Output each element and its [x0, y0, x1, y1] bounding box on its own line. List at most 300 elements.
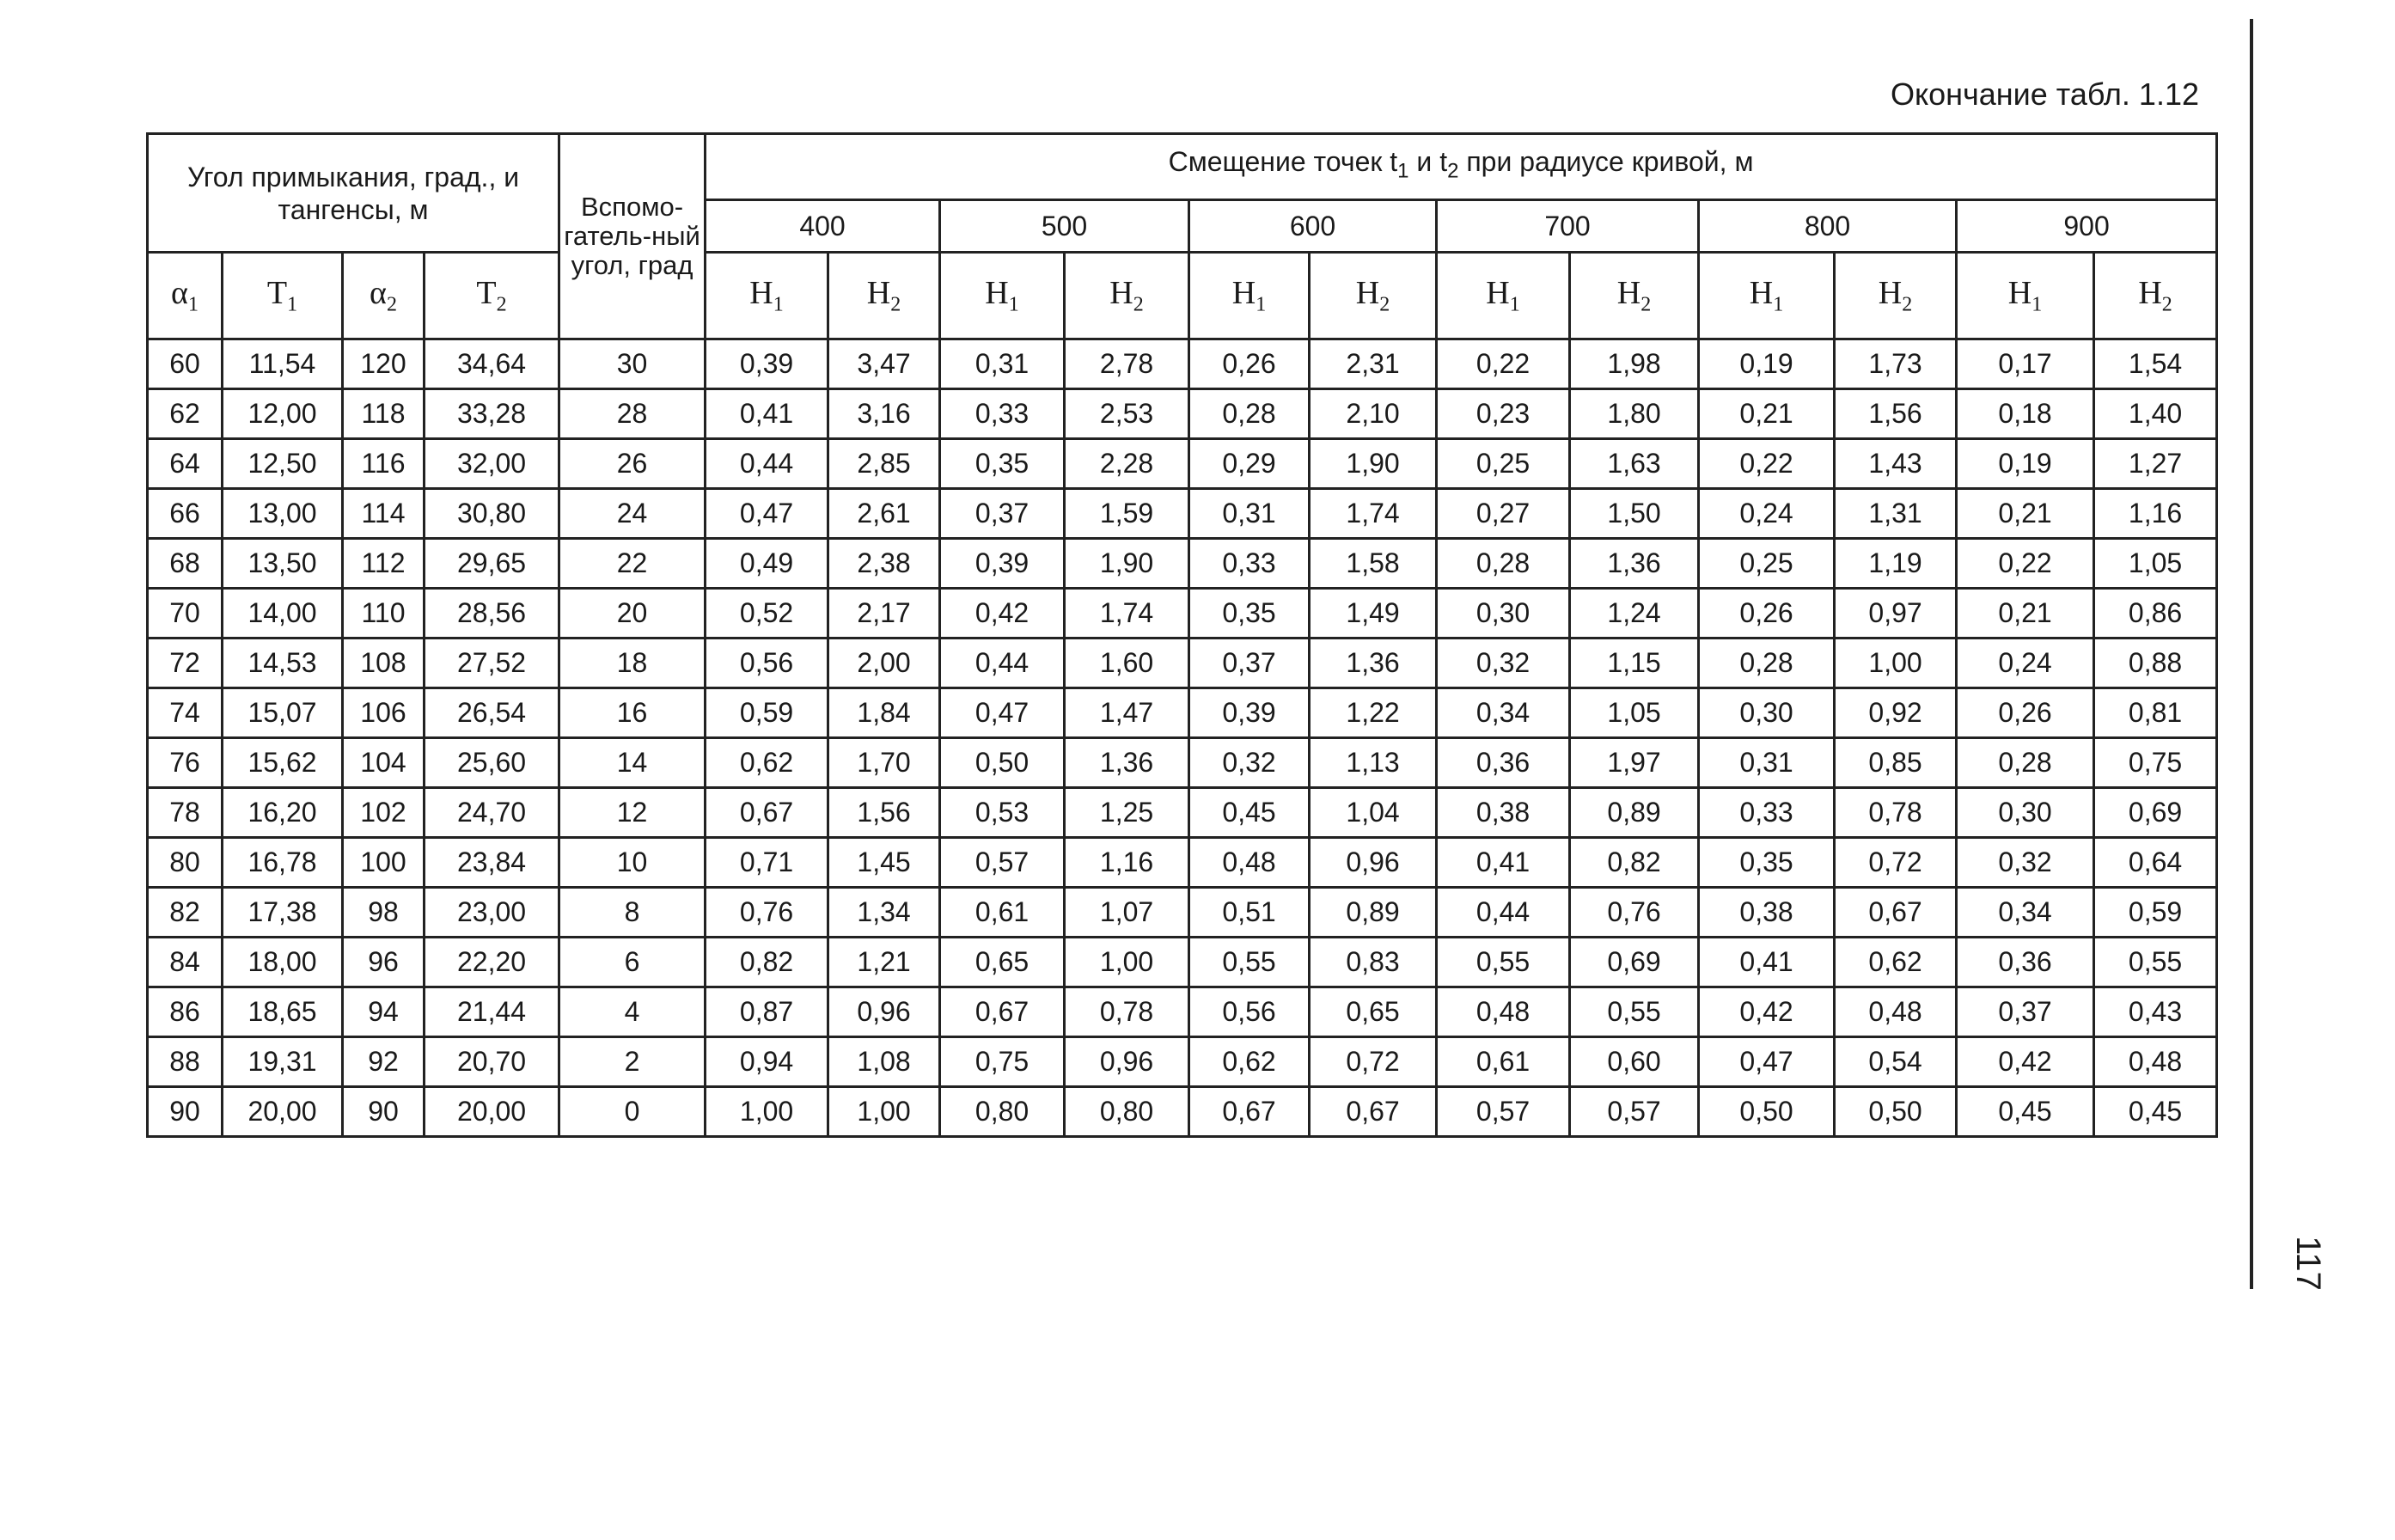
- symbol-h2-r700-header-base: H: [1616, 275, 1641, 312]
- table-cell: 68: [148, 539, 223, 589]
- table-cell: 0,59: [706, 688, 828, 738]
- table-cell: 1,90: [1065, 539, 1189, 589]
- table-cell: 19,31: [223, 1037, 343, 1087]
- table-cell: 16,78: [223, 838, 343, 888]
- table-cell: 0,44: [1437, 888, 1570, 938]
- table-cell: 0,28: [1437, 539, 1570, 589]
- table-cell: 0,41: [1699, 938, 1835, 987]
- table-cell: 1,60: [1065, 639, 1189, 688]
- table-cell: 0,37: [940, 489, 1065, 539]
- table-cell: 1,36: [1310, 639, 1437, 688]
- table-row: [148, 938, 2217, 987]
- table-cell: 0,35: [1189, 589, 1310, 639]
- table-cell: 12: [559, 788, 706, 838]
- table-cell: 0,43: [2094, 987, 2217, 1037]
- table-cell: 2,10: [1310, 389, 1437, 439]
- table-cell: 1,74: [1310, 489, 1437, 539]
- table-cell: 13,00: [223, 489, 343, 539]
- table-cell: 0,51: [1189, 888, 1310, 938]
- table-cell: 0,47: [940, 688, 1065, 738]
- symbol-h1-r700-header-sub: 1: [1509, 293, 1520, 316]
- table-cell: 0,67: [1835, 888, 1957, 938]
- shift-header-mid: и t: [1408, 146, 1448, 178]
- table-cell: 1,00: [1065, 938, 1189, 987]
- table-cell: 1,16: [1065, 838, 1189, 888]
- table-body: [148, 339, 2217, 1137]
- table-cell: 1,49: [1310, 589, 1437, 639]
- table-cell: 100: [343, 838, 425, 888]
- table-cell: 0,52: [706, 589, 828, 639]
- table-cell: 74: [148, 688, 223, 738]
- table-cell: 1,19: [1835, 539, 1957, 589]
- table-row: [148, 339, 2217, 389]
- table-cell: 1,98: [1570, 339, 1699, 389]
- table-cell: 1,05: [2094, 539, 2217, 589]
- table-cell: 0,87: [706, 987, 828, 1037]
- table-cell: 0,62: [1835, 938, 1957, 987]
- table-cell: 12,50: [223, 439, 343, 489]
- table-cell: 0,41: [706, 389, 828, 439]
- table-cell: 104: [343, 738, 425, 788]
- table-cell: 2,53: [1065, 389, 1189, 439]
- table-cell: 0,54: [1835, 1037, 1957, 1087]
- table-cell: 0,89: [1570, 788, 1699, 838]
- table-cell: 0,75: [2094, 738, 2217, 788]
- table-cell: 0,45: [1189, 788, 1310, 838]
- table-cell: 1,40: [2094, 389, 2217, 439]
- symbol-alpha1-header: [148, 253, 223, 339]
- symbol-alpha1-header-base: α: [171, 275, 188, 312]
- table-cell: 0,53: [940, 788, 1065, 838]
- table-cell: 118: [343, 389, 425, 439]
- table-cell: 0,31: [1189, 489, 1310, 539]
- table-cell: 0,82: [706, 938, 828, 987]
- table-cell: 0,85: [1835, 738, 1957, 788]
- table-cell: 0,67: [706, 788, 828, 838]
- table-cell: 0,67: [940, 987, 1065, 1037]
- symbol-alpha2-header-base: α: [370, 275, 387, 312]
- table-cell: 16: [559, 688, 706, 738]
- table-cell: 0,48: [1437, 987, 1570, 1037]
- table-cell: 1,36: [1570, 539, 1699, 589]
- table-cell: 0,62: [706, 738, 828, 788]
- table-row: [148, 389, 2217, 439]
- symbol-h1-r700-header: [1437, 253, 1570, 339]
- table-cell: 0,72: [1835, 838, 1957, 888]
- table-cell: 0,47: [1699, 1037, 1835, 1087]
- table-cell: 0,32: [1957, 838, 2094, 888]
- table-cell: 0,35: [940, 439, 1065, 489]
- table-cell: 0,61: [940, 888, 1065, 938]
- table-cell: 24,70: [425, 788, 559, 838]
- table-cell: 0,31: [1699, 738, 1835, 788]
- table-cell: 2,38: [828, 539, 940, 589]
- table-cell: 2,28: [1065, 439, 1189, 489]
- table-cell: 0,36: [1437, 738, 1570, 788]
- table-cell: 0,55: [1570, 987, 1699, 1037]
- symbol-h1-r400-header: [706, 253, 828, 339]
- table-cell: 60: [148, 339, 223, 389]
- symbol-h1-r600-header-sub: 1: [1256, 293, 1267, 316]
- table-cell: 0,22: [1699, 439, 1835, 489]
- table-cell: 66: [148, 489, 223, 539]
- table-cell: 0,57: [1570, 1087, 1699, 1137]
- symbol-h2-r400-header-sub: 2: [890, 293, 901, 316]
- shift-group-header: [706, 134, 2217, 200]
- table-cell: 1,54: [2094, 339, 2217, 389]
- table-cell: 0,18: [1957, 389, 2094, 439]
- table-cell: 1,56: [1835, 389, 1957, 439]
- table-cell: 0,32: [1189, 738, 1310, 788]
- table-cell: 0,26: [1699, 589, 1835, 639]
- table-cell: 2,85: [828, 439, 940, 489]
- symbol-h2-r500-header-base: H: [1109, 275, 1133, 312]
- table-cell: 20,00: [223, 1087, 343, 1137]
- table-cell: 90: [343, 1087, 425, 1137]
- table-cell: 0,21: [1699, 389, 1835, 439]
- table-cell: 94: [343, 987, 425, 1037]
- table-cell: 0,27: [1437, 489, 1570, 539]
- table-cell: 1,36: [1065, 738, 1189, 788]
- table-cell: 114: [343, 489, 425, 539]
- table-cell: 1,21: [828, 938, 940, 987]
- table-cell: 0,34: [1437, 688, 1570, 738]
- table-cell: 2,78: [1065, 339, 1189, 389]
- table-cell: 0,17: [1957, 339, 2094, 389]
- table-cell: 0,86: [2094, 589, 2217, 639]
- table-cell: 4: [559, 987, 706, 1037]
- table-cell: 2,17: [828, 589, 940, 639]
- table-cell: 0,32: [1437, 639, 1570, 688]
- table-cell: 0,78: [1065, 987, 1189, 1037]
- table-cell: 0,19: [1957, 439, 2094, 489]
- table-cell: 1,25: [1065, 788, 1189, 838]
- table-cell: 0,92: [1835, 688, 1957, 738]
- table-cell: 1,16: [2094, 489, 2217, 539]
- table-cell: 0,56: [1189, 987, 1310, 1037]
- table-row: [148, 838, 2217, 888]
- table-cell: 10: [559, 838, 706, 888]
- table-cell: 0,78: [1835, 788, 1957, 838]
- table-cell: 92: [343, 1037, 425, 1087]
- table-cell: 14: [559, 738, 706, 788]
- table-cell: 0,25: [1699, 539, 1835, 589]
- table-cell: 17,38: [223, 888, 343, 938]
- symbol-h2-r400-header-base: H: [866, 275, 891, 312]
- table-cell: 0,64: [2094, 838, 2217, 888]
- table-cell: 0,76: [1570, 888, 1699, 938]
- table-cell: 0,23: [1437, 389, 1570, 439]
- symbol-h2-r900-header: [2094, 253, 2217, 339]
- table-cell: 120: [343, 339, 425, 389]
- symbol-alpha1-header-sub: 1: [187, 293, 199, 316]
- table-cell: 34,64: [425, 339, 559, 389]
- table-cell: 0,62: [1189, 1037, 1310, 1087]
- table-cell: 0,69: [2094, 788, 2217, 838]
- table-cell: 1,45: [828, 838, 940, 888]
- table-cell: 0,33: [1189, 539, 1310, 589]
- table-cell: 0,80: [940, 1087, 1065, 1137]
- table-cell: 2,00: [828, 639, 940, 688]
- table-cell: 0,37: [1189, 639, 1310, 688]
- table-cell: 2,61: [828, 489, 940, 539]
- symbol-alpha2-header: [343, 253, 425, 339]
- symbol-h1-r500-header-base: H: [985, 275, 1009, 312]
- table-cell: 1,04: [1310, 788, 1437, 838]
- table-cell: 23,00: [425, 888, 559, 938]
- table-cell: 0,50: [1699, 1087, 1835, 1137]
- table-cell: 1,80: [1570, 389, 1699, 439]
- table-cell: 0,30: [1437, 589, 1570, 639]
- table-cell: 0,61: [1437, 1037, 1570, 1087]
- radius-header-700: 700: [1437, 200, 1699, 253]
- symbol-h1-r500-header: [940, 253, 1065, 339]
- table-cell: 0,28: [1189, 389, 1310, 439]
- table-cell: 0,48: [1835, 987, 1957, 1037]
- table-cell: 102: [343, 788, 425, 838]
- table-cell: 0,41: [1437, 838, 1570, 888]
- radius-header-500: 500: [940, 200, 1189, 253]
- table-cell: 0,50: [940, 738, 1065, 788]
- table-cell: 112: [343, 539, 425, 589]
- symbol-h1-r900-header-base: H: [2007, 275, 2032, 312]
- table-cell: 0,55: [1189, 938, 1310, 987]
- table-cell: 0,96: [1065, 1037, 1189, 1087]
- table-cell: 0,67: [1189, 1087, 1310, 1137]
- table-row: [148, 1087, 2217, 1137]
- table-cell: 0,34: [1957, 888, 2094, 938]
- table-cell: 14,00: [223, 589, 343, 639]
- table-cell: 1,31: [1835, 489, 1957, 539]
- table-cell: 11,54: [223, 339, 343, 389]
- shift-header-prefix: Смещение точек t: [1168, 146, 1398, 178]
- table-caption: Окончание табл. 1.12: [1890, 76, 2199, 112]
- symbol-h1-r800-header-sub: 1: [1773, 293, 1784, 316]
- symbol-h1-r800-header-base: H: [1749, 275, 1774, 312]
- table-cell: 0,36: [1957, 938, 2094, 987]
- table-cell: 0,26: [1189, 339, 1310, 389]
- table-cell: 1,59: [1065, 489, 1189, 539]
- table-cell: 0,96: [828, 987, 940, 1037]
- symbol-h2-r800-header-sub: 2: [1902, 293, 1913, 316]
- table-cell: 0,30: [1957, 788, 2094, 838]
- table-cell: 106: [343, 688, 425, 738]
- table-cell: 20: [559, 589, 706, 639]
- symbol-t1-header: [223, 253, 343, 339]
- table-cell: 2,31: [1310, 339, 1437, 389]
- table-cell: 12,00: [223, 389, 343, 439]
- symbol-h2-r600-header-sub: 2: [1379, 293, 1390, 316]
- table-cell: 1,74: [1065, 589, 1189, 639]
- table-cell: 3,16: [828, 389, 940, 439]
- table-row: [148, 738, 2217, 788]
- table-cell: 0,35: [1699, 838, 1835, 888]
- radius-header-600: 600: [1189, 200, 1437, 253]
- table-cell: 1,47: [1065, 688, 1189, 738]
- table-cell: 16,20: [223, 788, 343, 838]
- table-cell: 0,39: [706, 339, 828, 389]
- table-cell: 1,00: [828, 1087, 940, 1137]
- table-cell: 0,76: [706, 888, 828, 938]
- table-cell: 0,29: [1189, 439, 1310, 489]
- table-cell: 0,50: [1835, 1087, 1957, 1137]
- symbol-t2-header-sub: 2: [496, 293, 507, 316]
- table-cell: 0,96: [1310, 838, 1437, 888]
- symbol-h1-r700-header-base: H: [1486, 275, 1510, 312]
- table-cell: 1,07: [1065, 888, 1189, 938]
- symbol-header-row: [148, 253, 2217, 339]
- table-cell: 0,48: [1189, 838, 1310, 888]
- table-cell: 22,20: [425, 938, 559, 987]
- table-cell: 0,65: [1310, 987, 1437, 1037]
- table-row: [148, 489, 2217, 539]
- table-cell: 3,47: [828, 339, 940, 389]
- table-cell: 0,71: [706, 838, 828, 888]
- table-cell: 22: [559, 539, 706, 589]
- table-cell: 25,60: [425, 738, 559, 788]
- table-cell: 88: [148, 1037, 223, 1087]
- table-cell: 1,13: [1310, 738, 1437, 788]
- table-cell: 84: [148, 938, 223, 987]
- table-row: [148, 1037, 2217, 1087]
- offset-table: [146, 132, 2218, 1138]
- symbol-h2-r400-header: [828, 253, 940, 339]
- symbol-h1-r400-header-base: H: [749, 275, 773, 312]
- symbol-alpha2-header-sub: 2: [386, 293, 397, 316]
- table-cell: 26,54: [425, 688, 559, 738]
- table-cell: 33,28: [425, 389, 559, 439]
- table-cell: 15,62: [223, 738, 343, 788]
- table-cell: 18,65: [223, 987, 343, 1037]
- symbol-h1-r500-header-sub: 1: [1008, 293, 1019, 316]
- table-row: [148, 539, 2217, 589]
- table-cell: 0,37: [1957, 987, 2094, 1037]
- table-cell: 90: [148, 1087, 223, 1137]
- table-cell: 1,00: [706, 1087, 828, 1137]
- table-cell: 0,81: [2094, 688, 2217, 738]
- table-cell: 0,31: [940, 339, 1065, 389]
- table-row: [148, 639, 2217, 688]
- table-cell: 1,63: [1570, 439, 1699, 489]
- table-cell: 0,38: [1699, 888, 1835, 938]
- table-cell: 0,44: [706, 439, 828, 489]
- table-row: [148, 888, 2217, 938]
- table-cell: 14,53: [223, 639, 343, 688]
- table-cell: 28: [559, 389, 706, 439]
- table-row: [148, 688, 2217, 738]
- symbol-t2-header: [425, 253, 559, 339]
- table-cell: 30: [559, 339, 706, 389]
- table-cell: 1,97: [1570, 738, 1699, 788]
- table-cell: 110: [343, 589, 425, 639]
- symbol-h2-r600-header: [1310, 253, 1437, 339]
- table-cell: 27,52: [425, 639, 559, 688]
- table-cell: 1,58: [1310, 539, 1437, 589]
- symbol-t1-header-sub: 1: [287, 293, 298, 316]
- table-row: [148, 439, 2217, 489]
- table-cell: 0,67: [1310, 1087, 1437, 1137]
- table-cell: 0,45: [1957, 1087, 2094, 1137]
- table-cell: 0,25: [1437, 439, 1570, 489]
- table-cell: 18: [559, 639, 706, 688]
- table-cell: 0,45: [2094, 1087, 2217, 1137]
- table-cell: 0,82: [1570, 838, 1699, 888]
- table-cell: 21,44: [425, 987, 559, 1037]
- table-cell: 0,94: [706, 1037, 828, 1087]
- table-cell: 6: [559, 938, 706, 987]
- table-cell: 0,39: [940, 539, 1065, 589]
- table-cell: 1,34: [828, 888, 940, 938]
- table-cell: 0,26: [1957, 688, 2094, 738]
- table-cell: 0,55: [2094, 938, 2217, 987]
- page-number: 117: [2289, 1236, 2327, 1291]
- table-cell: 1,56: [828, 788, 940, 838]
- table-cell: 80: [148, 838, 223, 888]
- table-cell: 0,83: [1310, 938, 1437, 987]
- table-cell: 1,70: [828, 738, 940, 788]
- table-cell: 0,57: [1437, 1087, 1570, 1137]
- table-cell: 23,84: [425, 838, 559, 888]
- table-cell: 29,65: [425, 539, 559, 589]
- table-cell: 0,57: [940, 838, 1065, 888]
- table-cell: 108: [343, 639, 425, 688]
- table-cell: 0,80: [1065, 1087, 1189, 1137]
- table-cell: 20,70: [425, 1037, 559, 1087]
- table-cell: 26: [559, 439, 706, 489]
- table-cell: 0,39: [1189, 688, 1310, 738]
- table-cell: 0,28: [1699, 639, 1835, 688]
- symbol-t2-header-base: T: [476, 275, 497, 312]
- table-cell: 0,88: [2094, 639, 2217, 688]
- symbol-h1-r400-header-sub: 1: [773, 293, 784, 316]
- table-cell: 0,22: [1437, 339, 1570, 389]
- table-cell: 1,43: [1835, 439, 1957, 489]
- table-cell: 0,75: [940, 1037, 1065, 1087]
- page-margin-line: [2250, 19, 2253, 1289]
- table-cell: 96: [343, 938, 425, 987]
- symbol-h2-r500-header-sub: 2: [1133, 293, 1144, 316]
- table-cell: 2: [559, 1037, 706, 1087]
- table-cell: 0,55: [1437, 938, 1570, 987]
- table-cell: 0,42: [1957, 1037, 2094, 1087]
- symbol-h2-r900-header-sub: 2: [2161, 293, 2172, 316]
- shift-header-sub2: 2: [1447, 159, 1459, 183]
- radius-header-400: 400: [706, 200, 940, 253]
- table-cell: 0,28: [1957, 738, 2094, 788]
- table-cell: 76: [148, 738, 223, 788]
- table-cell: 0,24: [1957, 639, 2094, 688]
- table-cell: 1,27: [2094, 439, 2217, 489]
- angle-group-header: Угол примыкания, град., и тангенсы, м: [148, 134, 559, 253]
- table-row: [148, 589, 2217, 639]
- table-cell: 116: [343, 439, 425, 489]
- table-cell: 1,50: [1570, 489, 1699, 539]
- table-cell: 0,65: [940, 938, 1065, 987]
- symbol-h2-r800-header: [1835, 253, 1957, 339]
- table-cell: 1,90: [1310, 439, 1437, 489]
- table-cell: 28,56: [425, 589, 559, 639]
- table-cell: 0,60: [1570, 1037, 1699, 1087]
- table-cell: 8: [559, 888, 706, 938]
- table-cell: 78: [148, 788, 223, 838]
- radius-header-800: 800: [1699, 200, 1957, 253]
- symbol-h1-r600-header: [1189, 253, 1310, 339]
- radius-header-900: 900: [1957, 200, 2217, 253]
- table-cell: 0,22: [1957, 539, 2094, 589]
- table-cell: 1,05: [1570, 688, 1699, 738]
- table-cell: 86: [148, 987, 223, 1037]
- table-cell: 30,80: [425, 489, 559, 539]
